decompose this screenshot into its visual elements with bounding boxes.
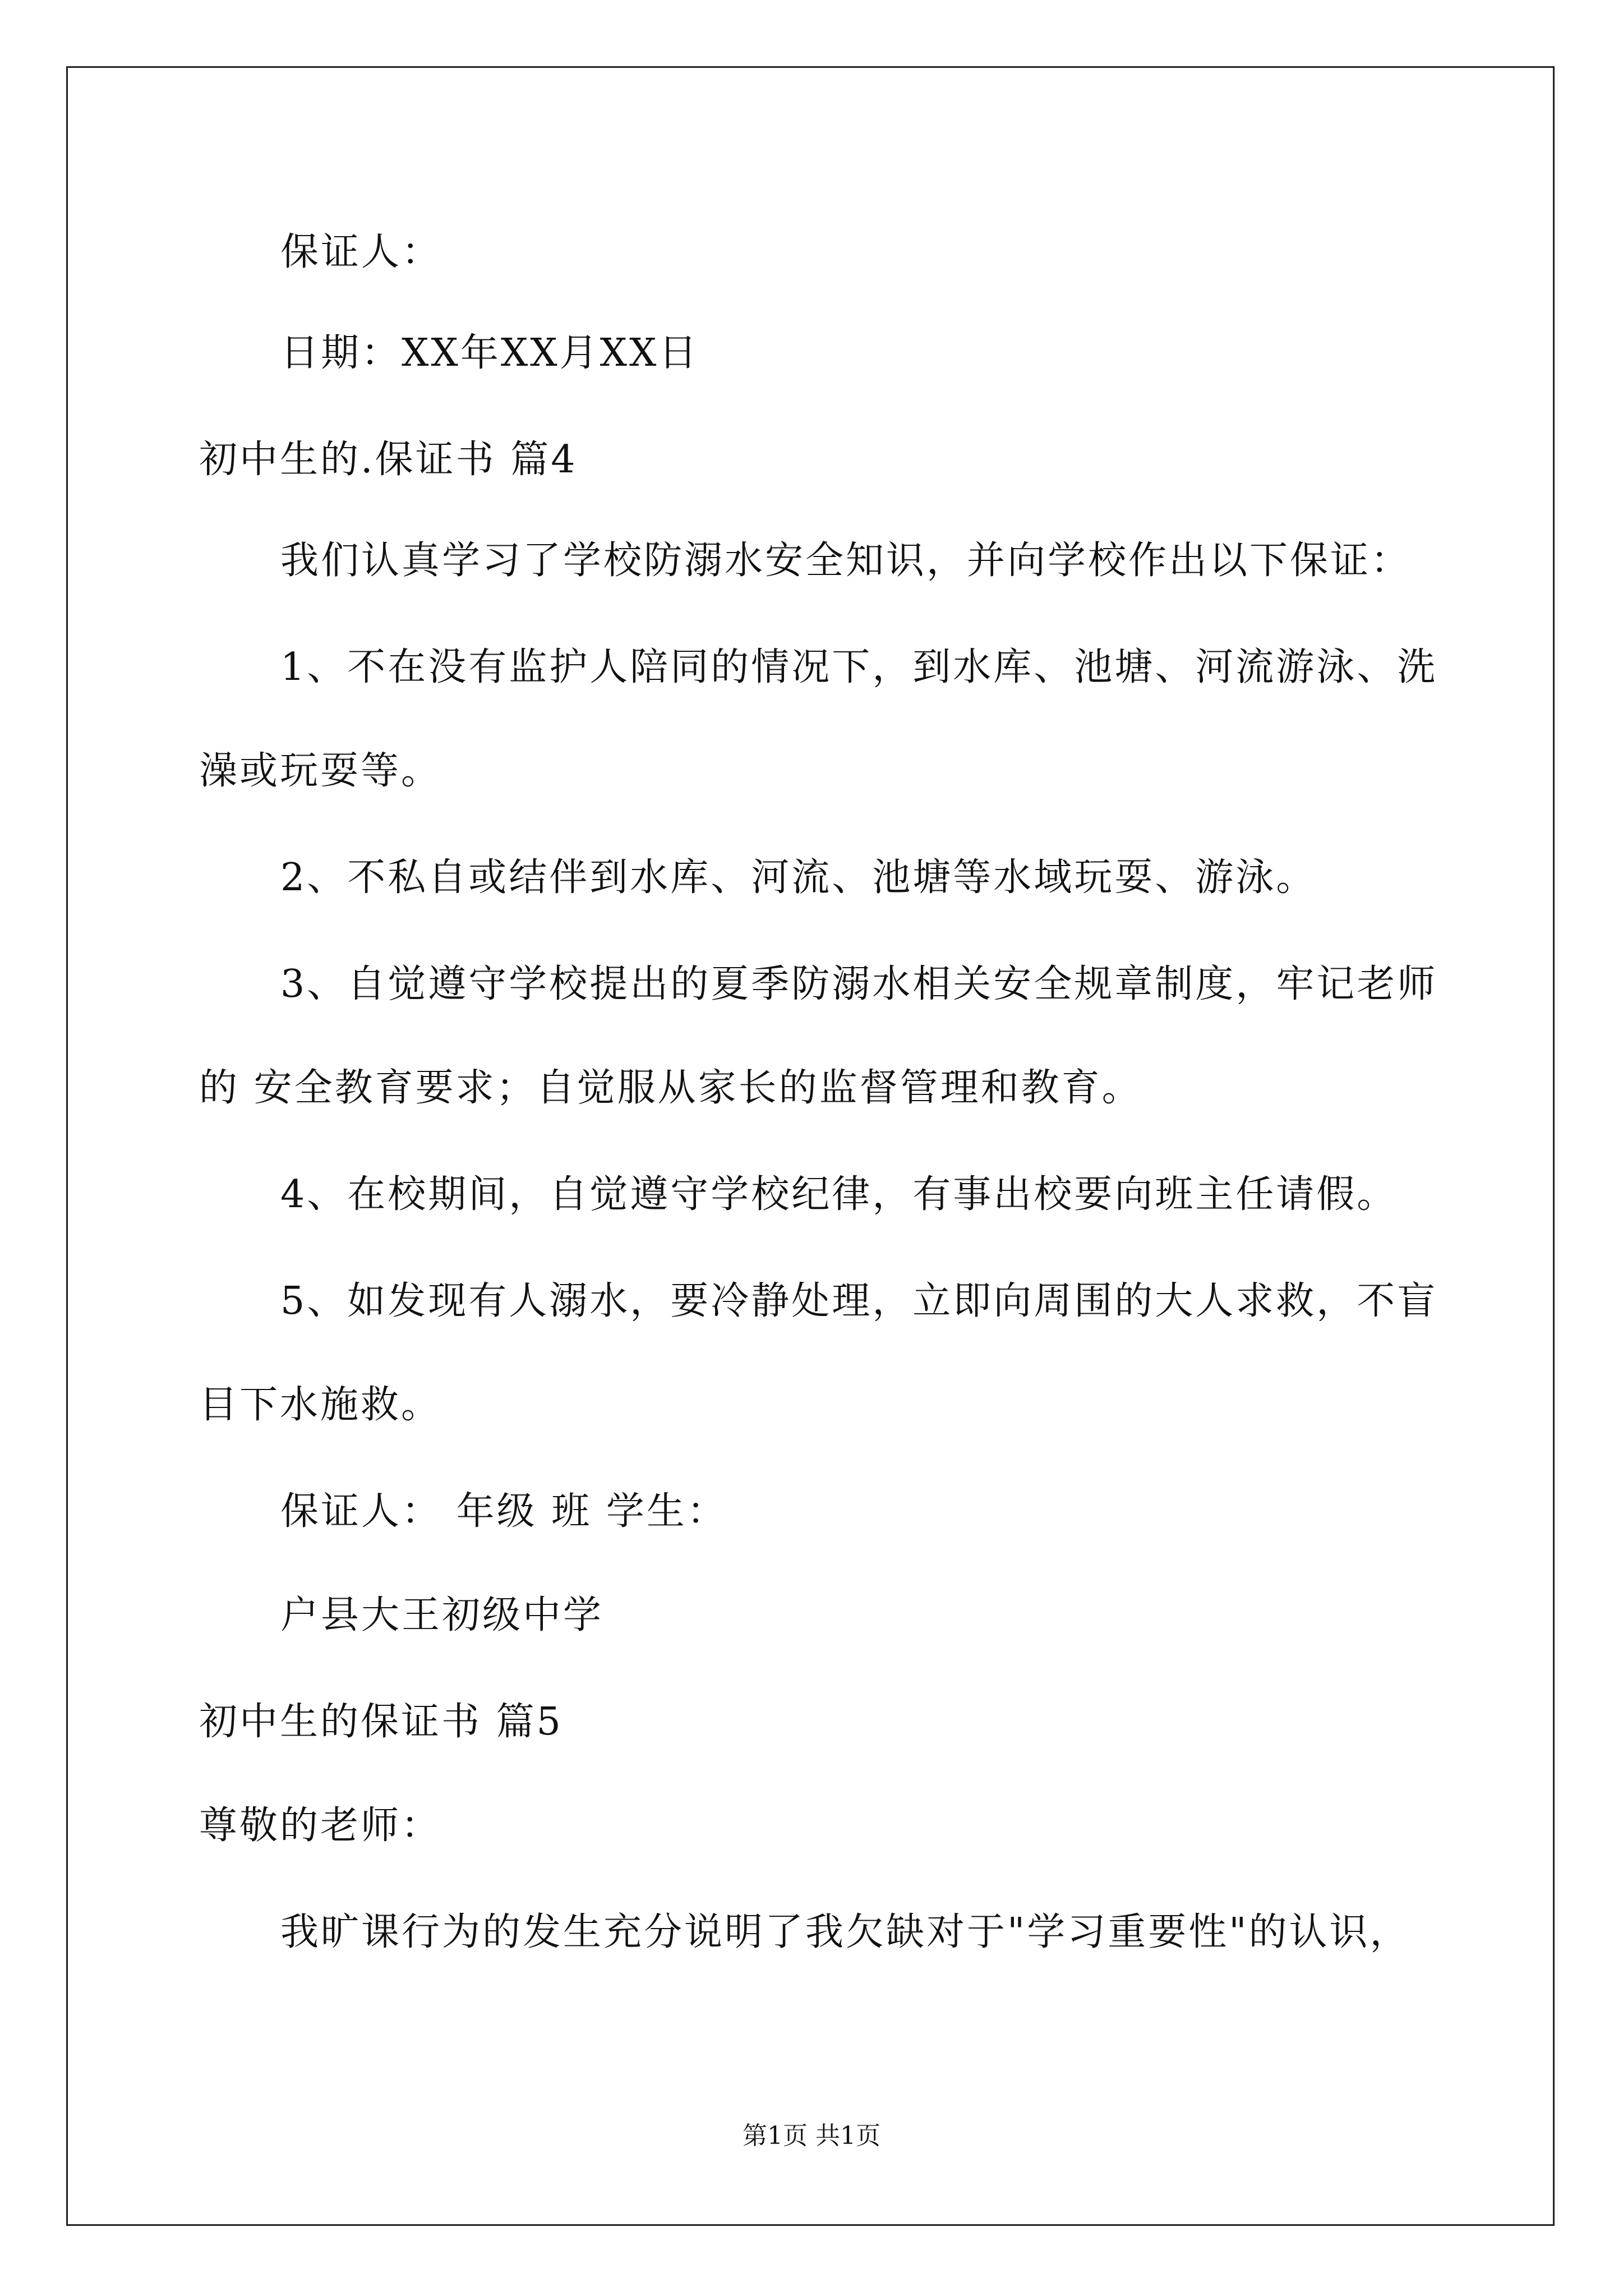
pledge-item-5-line-1: 5、如发现有人溺水，要冷静处理，立即向周围的大人求救，不盲 — [280, 1279, 1438, 1323]
pledge-item-5-line-2: 目下水施救。 — [199, 1383, 442, 1427]
signatory-label-2: 保证人： 年级 班 学生： — [280, 1489, 727, 1534]
signatory-label-1: 保证人： — [280, 230, 442, 274]
page-border — [66, 66, 1555, 2226]
section-heading-4: 初中生的.保证书 篇4 — [199, 438, 578, 482]
school-name: 户县大王初级中学 — [280, 1593, 604, 1637]
salutation: 尊敬的老师： — [199, 1803, 442, 1848]
date-line: 日期：XX年XX月XX日 — [280, 331, 699, 375]
pledge-item-3-line-1: 3、自觉遵守学校提出的夏季防溺水相关安全规章制度，牢记老师 — [280, 962, 1438, 1006]
pledge-item-4: 4、在校期间，自觉遵守学校纪律，有事出校要向班主任请假。 — [280, 1172, 1398, 1217]
pledge-item-1-line-1: 1、不在没有监护人陪同的情况下，到水库、池塘、河流游泳、洗 — [280, 645, 1438, 689]
page-footer: 第1页 共1页 — [743, 2122, 880, 2150]
pledge-item-3-line-2: 的 安全教育要求；自觉服从家长的监督管理和教育。 — [199, 1066, 1142, 1110]
pledge-item-1-line-2: 澡或玩耍等。 — [199, 749, 442, 793]
paragraph-absence: 我旷课行为的发生充分说明了我欠缺对于"学习重要性"的认识， — [280, 1910, 1410, 1954]
section-heading-5: 初中生的保证书 篇5 — [199, 1700, 563, 1744]
pledge-item-2: 2、不私自或结伴到水库、河流、池塘等水域玩耍、游泳。 — [280, 855, 1317, 900]
paragraph-intro: 我们认真学习了学校防溺水安全知识，并向学校作出以下保证： — [280, 539, 1412, 583]
